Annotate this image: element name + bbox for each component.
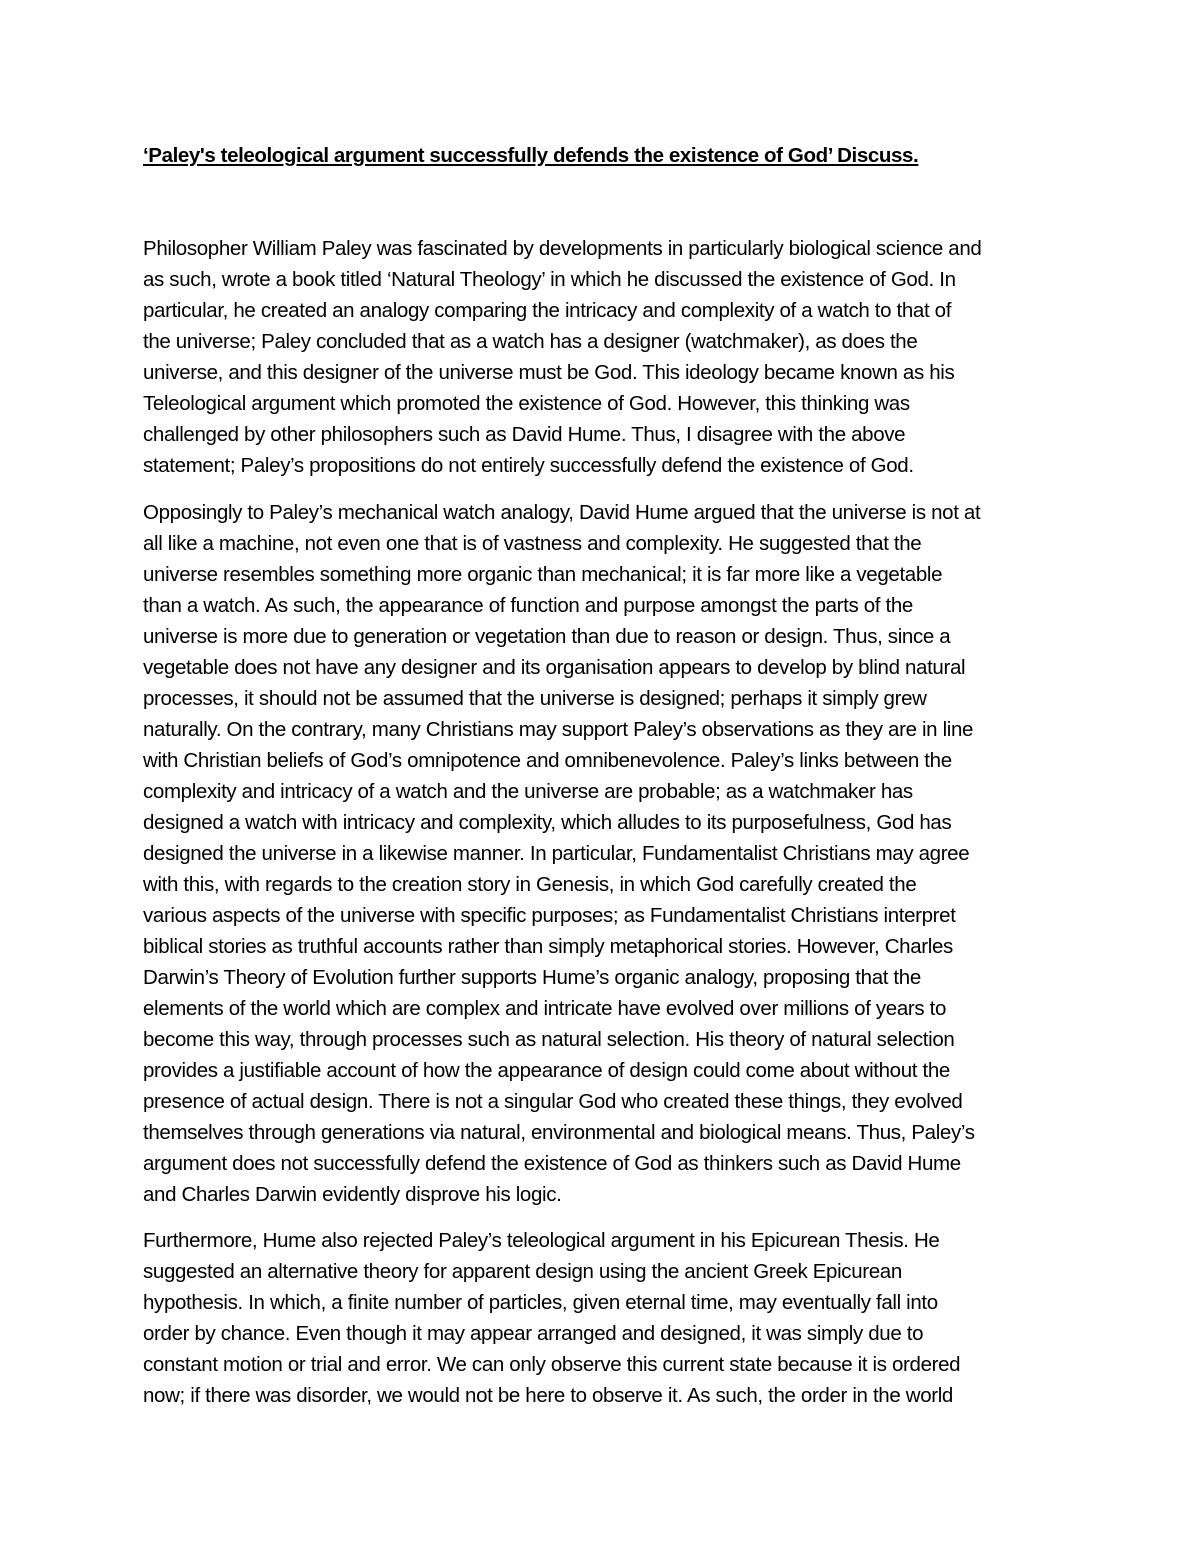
text-line: biblical stories as truthful accounts rather than simply metaphorical stories. However, Charles xyxy=(143,935,953,958)
text-line: vegetable does not have any designer and its organisation appears to develop by blind natural xyxy=(143,656,966,679)
text-line: with Christian beliefs of God’s omnipotence and omnibenevolence. Paley’s links between the xyxy=(143,749,952,772)
text-line: designed a watch with intricacy and complexity, which alludes to its purposefulness, God has xyxy=(143,811,952,834)
essay-title: ‘Paley's teleological argument successfully defends the existence of God’ Discuss. xyxy=(143,144,919,167)
text-line: designed the universe in a likewise manner. In particular, Fundamentalist Christians may agree xyxy=(143,842,970,865)
text-line: now; if there was disorder, we would not be here to observe it. As such, the order in the world xyxy=(143,1384,953,1407)
paragraph-hume-analogy xyxy=(143,497,980,1210)
text-line: presence of actual design. There is not a singular God who created these things, they evolved xyxy=(143,1090,963,1113)
text-line: become this way, through processes such as natural selection. His theory of natural selection xyxy=(143,1028,955,1051)
text-line: with this, with regards to the creation story in Genesis, in which God carefully created the xyxy=(143,873,917,896)
text-line: Opposingly to Paley’s mechanical watch analogy, David Hume argued that the universe is not at xyxy=(143,501,981,524)
text-line: argument does not successfully defend the existence of God as thinkers such as David Hume xyxy=(143,1152,961,1175)
text-line: all like a machine, not even one that is of vastness and complexity. He suggested that the xyxy=(143,532,922,555)
text-line: Furthermore, Hume also rejected Paley’s teleological argument in his Epicurean Thesis. He xyxy=(143,1229,940,1252)
text-line: constant motion or trial and error. We can only observe this current state because it is ordered xyxy=(143,1353,961,1376)
text-line: challenged by other philosophers such as David Hume. Thus, I disagree with the above xyxy=(143,423,906,446)
text-line: Teleological argument which promoted the existence of God. However, this thinking was xyxy=(143,392,910,415)
paragraph-introduction xyxy=(143,233,981,481)
text-line: particular, he created an analogy comparing the intricacy and complexity of a watch to that of xyxy=(143,299,952,322)
text-line: various aspects of the universe with specific purposes; as Fundamentalist Christians interpret xyxy=(143,904,956,927)
text-line: the universe; Paley concluded that as a watch has a designer (watchmaker), as does the xyxy=(143,330,918,353)
text-line: themselves through generations via natural, environmental and biological means. Thus, Paley’s xyxy=(143,1121,975,1144)
text-line: universe, and this designer of the universe must be God. This ideology became known as his xyxy=(143,361,955,384)
text-line: universe is more due to generation or vegetation than due to reason or design. Thus, since a xyxy=(143,625,951,648)
text-line: and Charles Darwin evidently disprove his logic. xyxy=(143,1183,562,1206)
text-line: statement; Paley’s propositions do not entirely successfully defend the existence of God. xyxy=(143,454,914,477)
text-line: Philosopher William Paley was fascinated by developments in particularly biological science and xyxy=(143,237,982,260)
paragraph-epicurean-thesis xyxy=(143,1225,960,1411)
text-line: naturally. On the contrary, many Christians may support Paley’s observations as they are in line xyxy=(143,718,974,741)
text-line: than a watch. As such, the appearance of function and purpose amongst the parts of the xyxy=(143,594,913,617)
text-line: universe resembles something more organic than mechanical; it is far more like a vegetable xyxy=(143,563,943,586)
text-line: complexity and intricacy of a watch and the universe are probable; as a watchmaker has xyxy=(143,780,913,803)
text-line: hypothesis. In which, a finite number of particles, given eternal time, may eventually fall into xyxy=(143,1291,938,1314)
text-line: suggested an alternative theory for apparent design using the ancient Greek Epicurean xyxy=(143,1260,902,1283)
text-line: provides a justifiable account of how the appearance of design could come about without the xyxy=(143,1059,950,1082)
text-line: Darwin’s Theory of Evolution further supports Hume’s organic analogy, proposing that the xyxy=(143,966,921,989)
text-line: as such, wrote a book titled ‘Natural Theology’ in which he discussed the existence of God. In xyxy=(143,268,956,291)
text-line: order by chance. Even though it may appear arranged and designed, it was simply due to xyxy=(143,1322,924,1345)
text-line: processes, it should not be assumed that the universe is designed; perhaps it simply grew xyxy=(143,687,927,710)
text-line: elements of the world which are complex and intricate have evolved over millions of years to xyxy=(143,997,947,1020)
